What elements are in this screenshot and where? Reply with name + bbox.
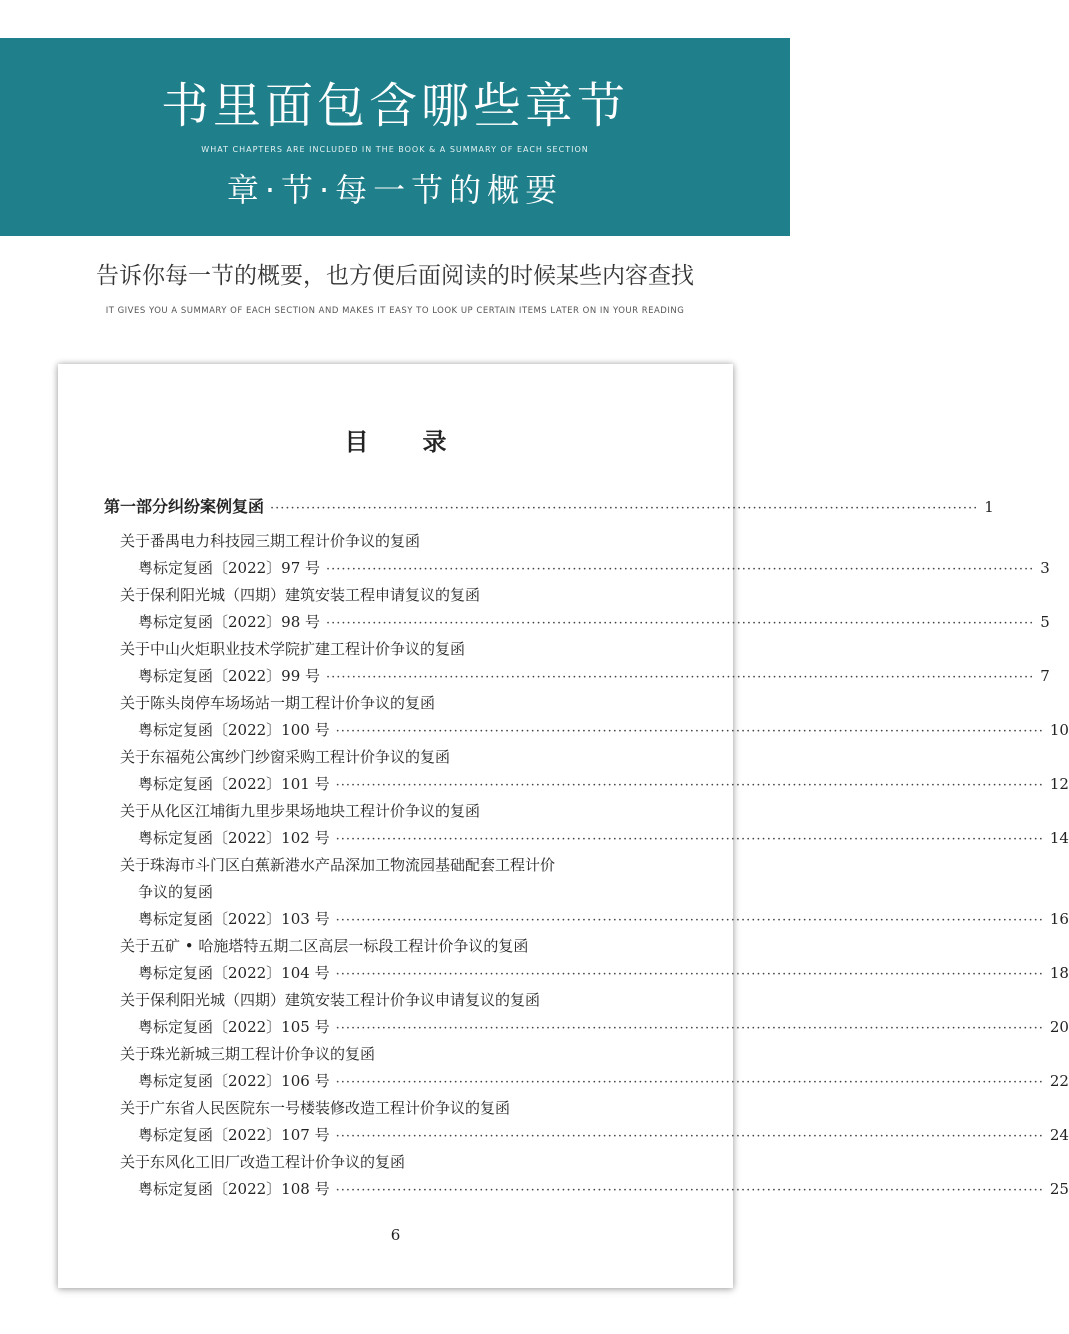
table-of-contents xyxy=(104,494,1069,1203)
toc-entry-title-continued: 争议的复函 xyxy=(138,883,214,901)
document-number: 粤标定复函〔2022〕107 号 xyxy=(138,1126,330,1144)
toc-entry-title: 关于陈头岗停车场场站一期工程计价争议的复函 xyxy=(120,694,436,712)
toc-entry-reference xyxy=(104,960,1069,987)
part-page: 1 xyxy=(984,498,994,516)
leader-dots: ·········································································································································· xyxy=(326,616,1035,631)
leader-dots: ·········································································································································· xyxy=(335,1021,1044,1036)
toc-entry-title: 关于珠海市斗门区白蕉新港水产品深加工物流园基础配套工程计价 xyxy=(120,856,556,874)
toc-entry-title: 关于东风化工旧厂改造工程计价争议的复函 xyxy=(120,1153,406,1171)
toc-entry-title: 关于珠光新城三期工程计价争议的复函 xyxy=(120,1045,376,1063)
book-page xyxy=(58,364,1069,1288)
toc-entry-reference xyxy=(104,825,1069,852)
entry-page-number: 22 xyxy=(1049,1072,1069,1090)
leader-dots: ·········································································································································· xyxy=(335,1183,1044,1198)
toc-entry-reference xyxy=(104,771,1069,798)
leader-dots: ·········································································································································· xyxy=(326,562,1035,577)
leader-dots: ·········································································································································· xyxy=(335,778,1044,793)
document-number: 粤标定复函〔2022〕98 号 xyxy=(138,613,321,631)
entry-page-number: 20 xyxy=(1049,1018,1069,1036)
entry-page-number: 5 xyxy=(1040,613,1050,631)
banner-english-caption: WHAT CHAPTERS ARE INCLUDED IN THE BOOK & A SUMMARY OF EACH SECTION xyxy=(201,145,589,154)
intro-english: IT GIVES YOU A SUMMARY OF EACH SECTION AND MAKES IT EASY TO LOOK UP CERTAIN ITEMS LATER ON IN YOUR READING xyxy=(105,306,685,316)
toc-entry-reference xyxy=(104,906,1069,933)
page-number: 6 xyxy=(390,1226,401,1244)
toc-entry-reference xyxy=(104,1014,1069,1041)
header-banner xyxy=(0,38,790,236)
toc-entry-title: 关于保利阳光城（四期）建筑安装工程计价争议申请复议的复函 xyxy=(120,991,541,1009)
leader-dots: ·········································································································································· xyxy=(335,1129,1044,1144)
toc-entry-title: 关于中山火炬职业技术学院扩建工程计价争议的复函 xyxy=(120,640,466,658)
leader-dots: ·········································································································································· xyxy=(335,724,1044,739)
toc-entry-title: 关于保利阳光城（四期）建筑安装工程申请复议的复函 xyxy=(120,586,481,604)
entry-page-number: 14 xyxy=(1049,829,1069,847)
banner-subtitle: 章·节·每一节的概要 xyxy=(226,171,564,209)
toc-entry-reference xyxy=(104,555,1050,582)
entry-page-number: 18 xyxy=(1049,964,1069,982)
document-number: 粤标定复函〔2022〕99 号 xyxy=(138,667,321,685)
toc-entry-title: 关于五矿 • 哈施塔特五期二区高层一标段工程计价争议的复函 xyxy=(120,937,529,955)
toc-entry-title: 关于从化区江埔街九里步果场地块工程计价争议的复函 xyxy=(120,802,481,820)
document-number: 粤标定复函〔2022〕100 号 xyxy=(138,721,330,739)
toc-entry-reference xyxy=(104,717,1069,744)
entry-page-number: 25 xyxy=(1049,1180,1069,1198)
leader-dots: ·········································································································································· xyxy=(326,670,1035,685)
entry-page-number: 24 xyxy=(1049,1126,1069,1144)
toc-entry-reference xyxy=(104,609,1050,636)
toc-entry-reference xyxy=(104,1176,1069,1203)
toc-entry-reference xyxy=(104,1122,1069,1149)
leader-dots: ·········································································································································· xyxy=(270,501,979,516)
banner-title: 书里面包含哪些章节 xyxy=(160,78,629,134)
part-label: 第一部分 xyxy=(104,497,169,516)
document-number: 粤标定复函〔2022〕102 号 xyxy=(138,829,330,847)
toc-entry-reference xyxy=(104,663,1050,690)
leader-dots: ·········································································································································· xyxy=(335,1075,1044,1090)
toc-entries xyxy=(104,528,1069,1203)
leader-dots: ·········································································································································· xyxy=(335,832,1044,847)
entry-page-number: 10 xyxy=(1049,721,1069,739)
leader-dots: ·········································································································································· xyxy=(335,913,1044,928)
entry-page-number: 12 xyxy=(1049,775,1069,793)
toc-title: 目录 xyxy=(344,428,501,456)
toc-entry-reference xyxy=(104,1068,1069,1095)
document-number: 粤标定复函〔2022〕101 号 xyxy=(138,775,330,793)
entry-page-number: 3 xyxy=(1040,559,1050,577)
document-number: 粤标定复函〔2022〕104 号 xyxy=(138,964,330,982)
document-number: 粤标定复函〔2022〕106 号 xyxy=(138,1072,330,1090)
toc-entry-title: 关于东福苑公寓纱门纱窗采购工程计价争议的复函 xyxy=(120,748,451,766)
document-number: 粤标定复函〔2022〕97 号 xyxy=(138,559,321,577)
document-number: 粤标定复函〔2022〕103 号 xyxy=(138,910,330,928)
entry-page-number: 7 xyxy=(1040,667,1050,685)
document-number: 粤标定复函〔2022〕105 号 xyxy=(138,1018,330,1036)
toc-part xyxy=(104,494,994,516)
entry-page-number: 16 xyxy=(1049,910,1069,928)
leader-dots: ·········································································································································· xyxy=(335,967,1044,982)
toc-entry-title: 关于番禺电力科技园三期工程计价争议的复函 xyxy=(120,532,421,550)
intro-text: 告诉你每一节的概要，也方便后面阅读的时候某些内容查找 xyxy=(96,263,694,289)
part-name: 纠纷案例复函 xyxy=(168,497,265,516)
toc-entry-title: 关于广东省人民医院东一号楼装修改造工程计价争议的复函 xyxy=(120,1099,511,1117)
document-number: 粤标定复函〔2022〕108 号 xyxy=(138,1180,330,1198)
